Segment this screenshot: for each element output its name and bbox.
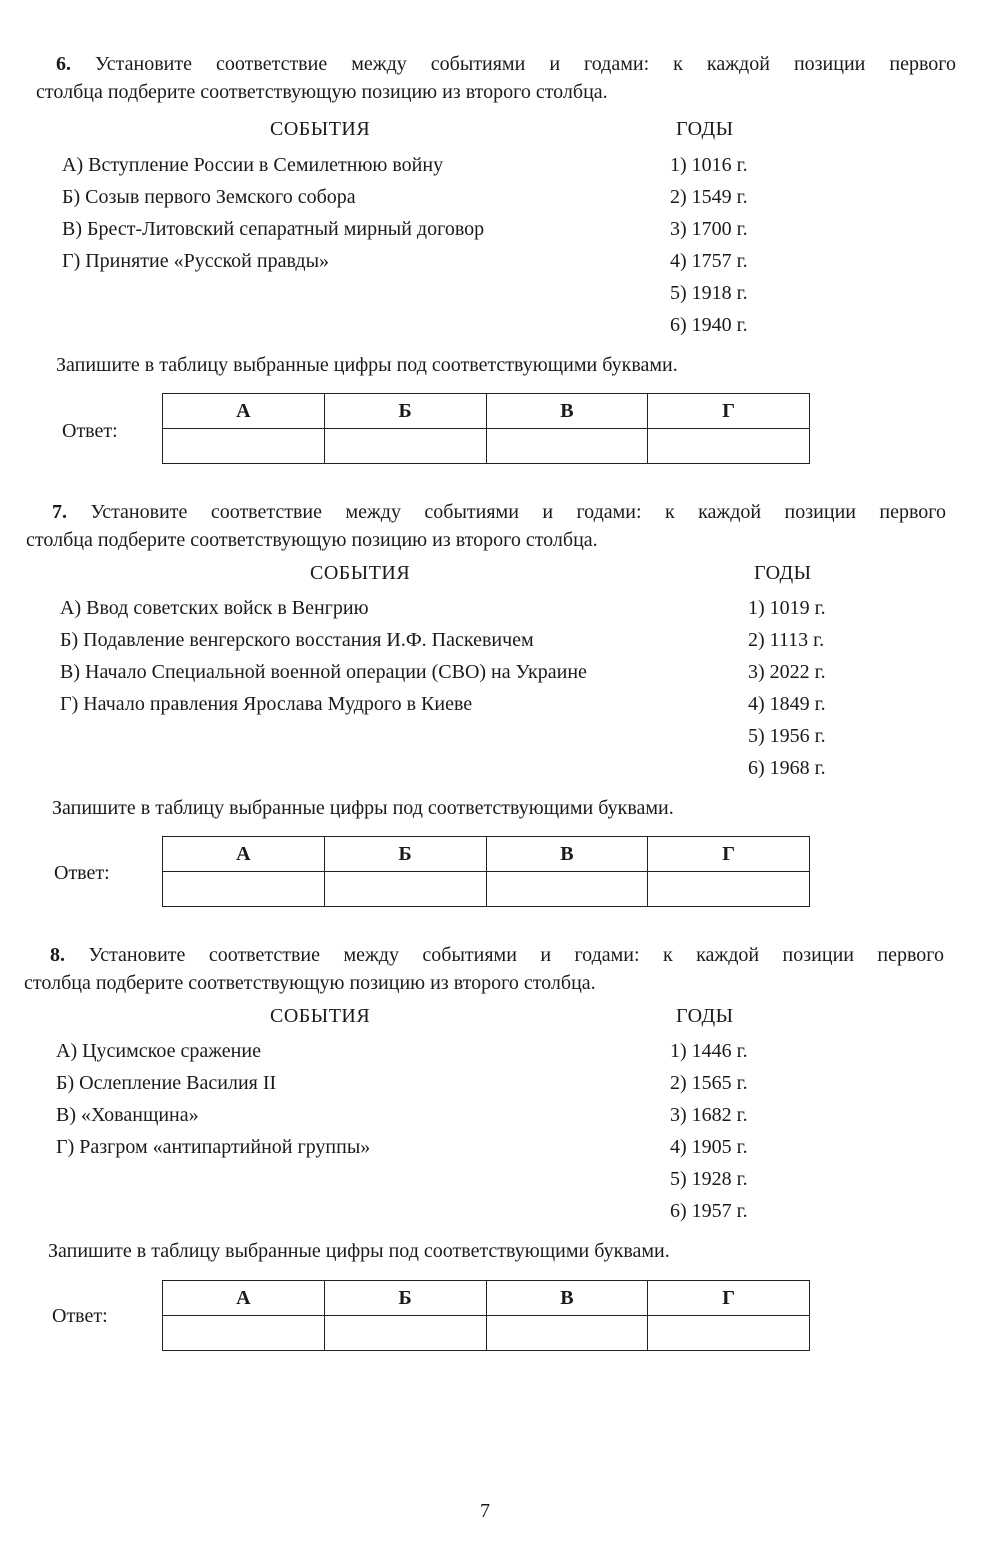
answer-label: Ответ:: [62, 420, 118, 442]
task-intro: [36, 50, 956, 106]
year-item: 1) 1019 г.: [748, 597, 826, 619]
task-number: 6.: [56, 53, 71, 75]
intro-line-2: столбца подберите соответствующую позицию из второго столбца.: [26, 529, 598, 551]
year-item: 2) 1549 г.: [670, 186, 748, 208]
answer-cell-a[interactable]: [163, 1316, 325, 1351]
page-number: 7: [480, 1500, 490, 1522]
years-header: ГОДЫ: [676, 118, 734, 140]
year-item: 4) 1849 г.: [748, 693, 826, 715]
intro-line-1: [26, 498, 946, 526]
event-item: Г) Начало правления Ярослава Мудрого в Киеве: [60, 693, 473, 715]
year-item: 5) 1918 г.: [670, 282, 748, 304]
events-header: СОБЫТИЯ: [270, 1005, 371, 1027]
year-item: 2) 1113 г.: [748, 629, 825, 651]
answer-cell-g[interactable]: [648, 429, 810, 464]
intro-text: Установите соответствие между событиями и годами: к каждой позиции первого: [90, 501, 946, 523]
answer-cell-v[interactable]: [486, 429, 648, 464]
year-item: 5) 1928 г.: [670, 1168, 748, 1190]
event-item: А) Цусимское сражение: [56, 1040, 261, 1062]
intro-line-2: столбца подберите соответствующую позицию из второго столбца.: [36, 81, 608, 103]
answer-table: [162, 1280, 810, 1351]
answer-input-row[interactable]: [163, 429, 810, 464]
answer-cell-b[interactable]: [324, 1316, 486, 1351]
answer-label: Ответ:: [54, 862, 110, 884]
answer-col-v: В: [486, 837, 648, 872]
answer-col-g: Г: [648, 394, 810, 429]
answer-col-b: Б: [324, 394, 486, 429]
answer-cell-a[interactable]: [163, 429, 325, 464]
answer-header-row: [163, 1281, 810, 1316]
answer-cell-v[interactable]: [486, 872, 648, 907]
answer-cell-a[interactable]: [163, 872, 325, 907]
years-header: ГОДЫ: [754, 562, 812, 584]
year-item: 5) 1956 г.: [748, 725, 826, 747]
answer-table: [162, 393, 810, 464]
year-item: 2) 1565 г.: [670, 1072, 748, 1094]
task-intro: [24, 941, 944, 997]
answer-col-b: Б: [324, 837, 486, 872]
answer-col-a: А: [163, 837, 325, 872]
event-item: В) «Хованщина»: [56, 1104, 199, 1126]
year-item: 6) 1968 г.: [748, 757, 826, 779]
instruction: Запишите в таблицу выбранные цифры под соответствующими буквами.: [48, 1240, 670, 1262]
instruction: Запишите в таблицу выбранные цифры под соответствующими буквами.: [52, 797, 674, 819]
answer-col-b: Б: [324, 1281, 486, 1316]
event-item: Г) Принятие «Русской правды»: [62, 250, 330, 272]
year-item: 3) 1682 г.: [670, 1104, 748, 1126]
event-item: В) Брест-Литовский сепаратный мирный договор: [62, 218, 485, 240]
answer-label: Ответ:: [52, 1305, 108, 1327]
answer-cell-b[interactable]: [324, 872, 486, 907]
answer-cell-g[interactable]: [648, 1316, 810, 1351]
instruction: Запишите в таблицу выбранные цифры под соответствующими буквами.: [56, 354, 678, 376]
event-item: Б) Ослепление Василия II: [56, 1072, 277, 1094]
answer-col-v: В: [486, 1281, 648, 1316]
answer-col-a: А: [163, 394, 325, 429]
intro-line-2: столбца подберите соответствующую позицию из второго столбца.: [24, 972, 596, 994]
task-number: 7.: [52, 501, 67, 523]
event-item: Б) Созыв первого Земского собора: [62, 186, 356, 208]
answer-input-row[interactable]: [163, 872, 810, 907]
answer-col-v: В: [486, 394, 648, 429]
answer-col-a: А: [163, 1281, 325, 1316]
year-item: 3) 1700 г.: [670, 218, 748, 240]
event-item: А) Ввод советских войск в Венгрию: [60, 597, 369, 619]
year-item: 3) 2022 г.: [748, 661, 826, 683]
intro-line-1: [36, 50, 956, 78]
task-intro: [26, 498, 946, 554]
answer-header-row: [163, 837, 810, 872]
events-header: СОБЫТИЯ: [270, 118, 371, 140]
year-item: 1) 1016 г.: [670, 154, 748, 176]
year-item: 1) 1446 г.: [670, 1040, 748, 1062]
intro-line-1: [24, 941, 944, 969]
years-header: ГОДЫ: [676, 1005, 734, 1027]
year-item: 4) 1905 г.: [670, 1136, 748, 1158]
task-number: 8.: [50, 944, 65, 966]
event-item: Б) Подавление венгерского восстания И.Ф. Паскевичем: [60, 629, 534, 651]
answer-table: [162, 836, 810, 907]
intro-text: Установите соответствие между событиями и годами: к каждой позиции первого: [88, 944, 944, 966]
answer-header-row: [163, 394, 810, 429]
answer-input-row[interactable]: [163, 1316, 810, 1351]
year-item: 6) 1940 г.: [670, 314, 748, 336]
answer-cell-v[interactable]: [486, 1316, 648, 1351]
event-item: В) Начало Специальной военной операции (СВО) на Украине: [60, 661, 587, 683]
answer-col-g: Г: [648, 837, 810, 872]
intro-text: Установите соответствие между событиями и годами: к каждой позиции первого: [95, 53, 956, 75]
year-item: 6) 1957 г.: [670, 1200, 748, 1222]
answer-cell-b[interactable]: [324, 429, 486, 464]
events-header: СОБЫТИЯ: [310, 562, 411, 584]
event-item: А) Вступление России в Семилетнюю войну: [62, 154, 444, 176]
event-item: Г) Разгром «антипартийной группы»: [56, 1136, 371, 1158]
year-item: 4) 1757 г.: [670, 250, 748, 272]
answer-cell-g[interactable]: [648, 872, 810, 907]
answer-col-g: Г: [648, 1281, 810, 1316]
